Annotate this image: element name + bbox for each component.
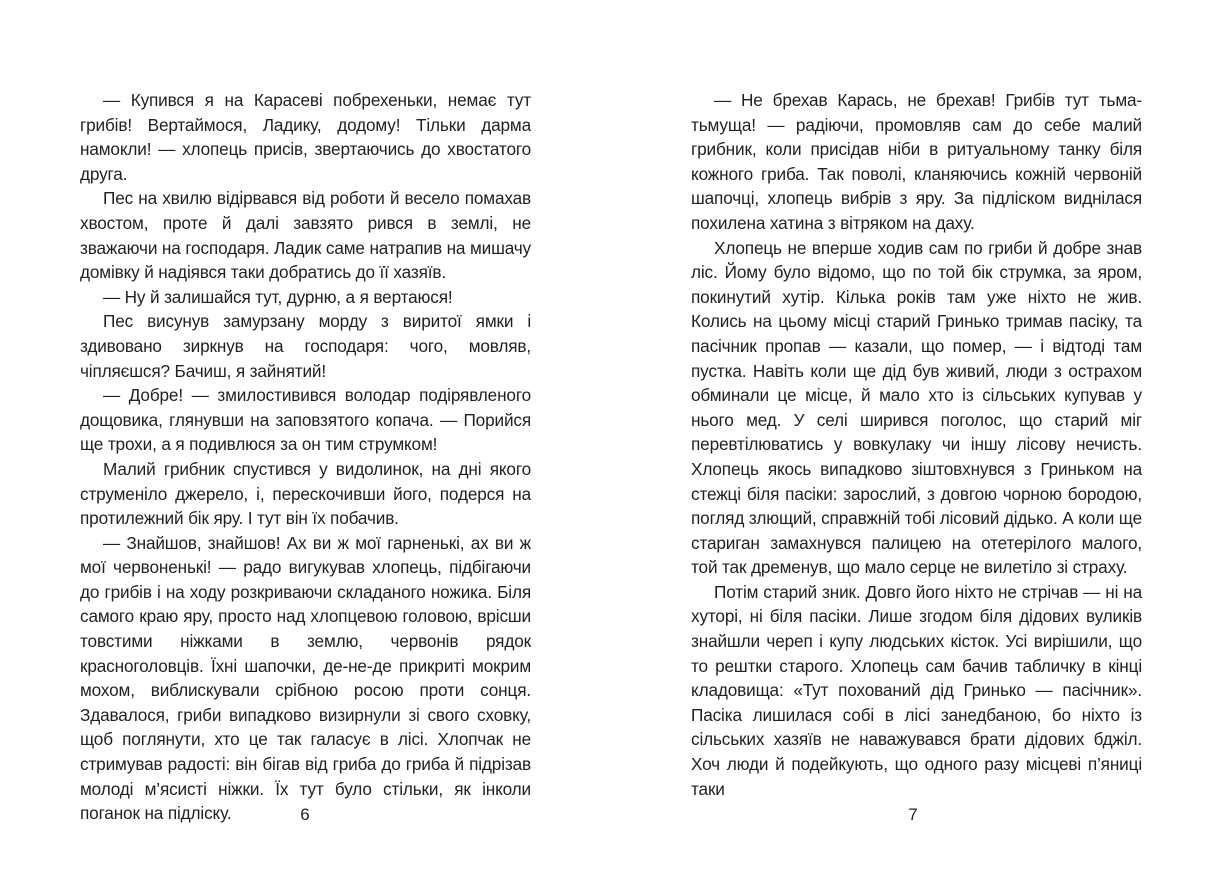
paragraph: Пес висунув замурзану морду з виритої ямки і здивовано зиркнув на господаря: чого, мовляв, чіпляєшся? Бачиш, я зайнятий!	[80, 311, 531, 381]
paragraph: — Не брехав Карась, не брехав! Грибів тут тьма-тьмуща! — радіючи, промовляв сам до себе малий грибник, коли присідав ніби в ритуальному танку біля кожного гриба. Так поволі, кланяючись кожній червоній шапочці, хлопець вибрів з яру. За підліском виднілася похилена хатина з вітряком на даху.	[691, 90, 1142, 233]
right-page-text	[691, 88, 1142, 801]
paragraph: Потім старий зник. Довго його ніхто не стрічав — ні на хуторі, ні біля пасіки. Лише згодом біля дідових вуликів знайшли череп і купу людських кісток. Усі вирішили, що то рештки старого. Хлопець сам бачив табличку в кінці кладовища: «Тут похований дід Гринько — пасічник». Пасіка лишилася собі в лісі занедбаною, бо ніхто із сільських хазяїв не наважувався брати дідових бджіл. Хоч люди й подейкують, що одного разу місцеві п’яниці таки	[691, 581, 1142, 799]
paragraph: Малий грибник спустився у видолинок, на дні якого струменіло джерело, і, перескочивши його, подерся на протилежний бік яру. І тут він їх побачив.	[80, 458, 531, 529]
paragraph: — Знайшов, знайшов! Ах ви ж мої гарненькі, ах ви ж мої червоненькі! — радо вигукував хлопець, підбігаючи до грибів і на ходу розкриваючи складаного ножика. Біля самого краю яру, просто над хлопцевою головою, врісши товстими ніжками в землю, червонів рядок красноголовців. Їхні шапочки, де-не-де прикриті мокрим мохом, виблискували срібною росою проти сонця. Здавалося, гриби випадково визирнули зі свого сховку, щоб поглянути, хто це так галасує в лісі. Хлопчак не стримував радості: він бігав від гриба до гриба й підрізав молоді м’ясисті ніжки. Їх тут було стільки, як інколи поганок на підліску.	[80, 532, 531, 824]
right-page	[609, 0, 1219, 883]
paragraph: Пес на хвилю відірвався від роботи й весело помахав хвостом, проте й далі завзято рився в землі, не зважаючи на господаря. Ладик саме натрапив на мишачу домівку й надіявся таки добратись до її хазяїв.	[80, 188, 531, 283]
paragraph: — Купився я на Карасеві побрехеньки, немає тут грибів! Вертаймося, Ладику, додому! Тільки дарма намокли! — хлопець присів, звертаючись до хвостатого друга.	[80, 90, 531, 184]
left-page-text	[80, 88, 531, 826]
paragraph: — Ну й залишайся тут, дурню, а я вертаюся!	[103, 286, 453, 307]
left-page	[0, 0, 609, 883]
paragraph: Хлопець не вперше ходив сам по гриби й добре знав ліс. Йому було відомо, що по той бік струмка, за яром, покинутий хутір. Кілька років там уже ніхто не жив. Колись на цьому місці старий Гринько тримав пасіку, та пасічник пропав — казали, що помер, — і відтоді там пустка. Навіть коли ще дід був живий, люди з острахом обминали це місце, й мало хто із сільських купував у нього мед. У селі ширився поголос, що старий міг перевтілюватись у вовкулаку чи іншу лісову нечисть. Хлопець якось випадково зіштовхнувся з Гриньком на стежці біля пасіки: зарослий, з довгою чорною бородою, погляд злющий, справжній тобі лісовий дідько. А коли ще стариган замахнувся палицею на отетерілого малого, той так дременув, що мало серце не вилетіло зі страху.	[691, 237, 1142, 578]
paragraph: — Добре! — змилостивився володар подірявленого дощовика, глянувши на заповзятого копача. — Порийся ще трохи, а я подивлюся за он тим струмком!	[80, 385, 531, 455]
page-number: 7	[908, 805, 918, 824]
page-number: 6	[300, 805, 310, 824]
